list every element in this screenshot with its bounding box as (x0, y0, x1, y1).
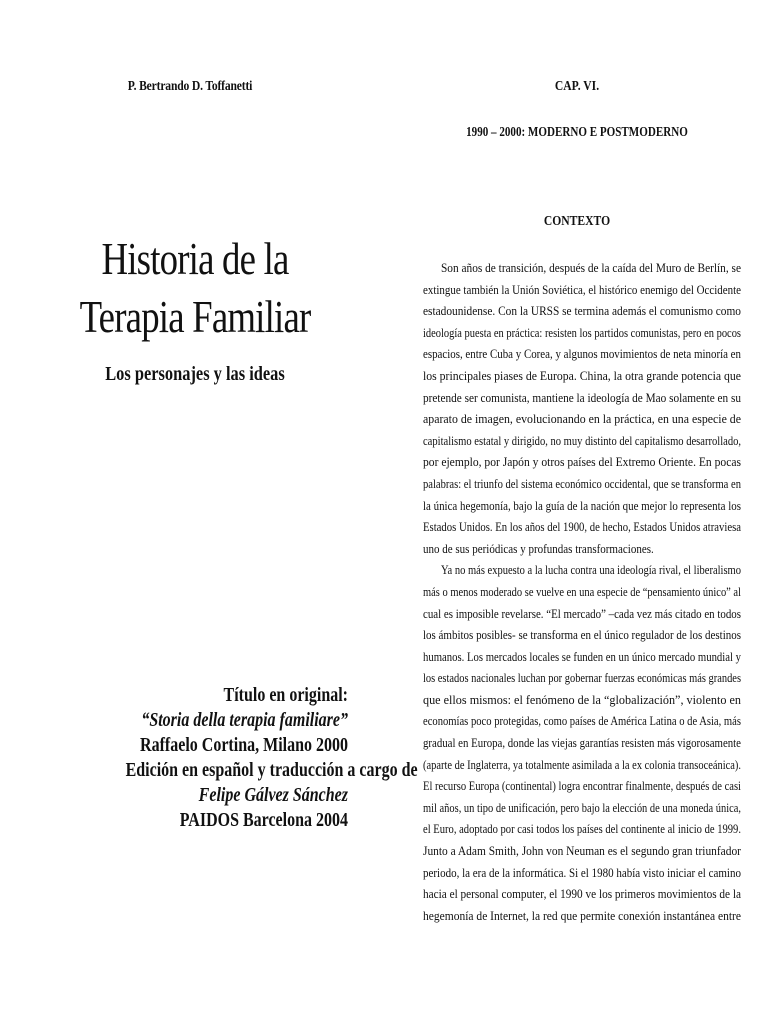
credit-line: Título en original: (223, 684, 348, 706)
body-line-text: Junto a Adam Smith, John von Neuman es el segundo gran triunfador (423, 844, 741, 859)
section-heading: CONTEXTO (543, 213, 611, 228)
body-line (423, 776, 741, 798)
body-line (423, 280, 741, 302)
body-line (423, 906, 741, 928)
body-line (423, 711, 741, 733)
body-line-text: aparato de imagen, evolucionando en la práctica, en una especie de (423, 412, 741, 427)
body-line (423, 301, 741, 323)
book-subtitle: Los personajes y las ideas (105, 363, 285, 385)
credit-line: “Storia della terapia familiare” (141, 709, 348, 731)
body-line-text: estadounidense. Con la URSS se termina además el comunismo como (423, 304, 741, 319)
body-line-text: más o menos moderado se vuelve en una especie de “pensamiento único” al (423, 584, 741, 599)
body-line (423, 690, 741, 712)
body-line (423, 668, 741, 690)
book-title (71, 230, 319, 346)
body-line (423, 798, 741, 820)
body-line-text: espacios, entre Cuba y Corea, y algunos movimientos de neta minoría en (423, 347, 741, 362)
credit-line: Raffaelo Cortina, Milano 2000 (140, 734, 348, 756)
body-line-text: el Euro, adoptado por casi todos los países del continente al inicio de 1999. (423, 822, 741, 837)
body-line-text: gradual en Europa, donde las viejas garantías resisten más vigorosamente (423, 736, 741, 751)
body-line (423, 344, 741, 366)
body-line-text: Ya no más expuesto a la lucha contra una ideología rival, el liberalismo (441, 563, 741, 578)
body-line-text: por ejemplo, por Japón y otros países del Extremo Oriente. En pocas (423, 455, 741, 470)
credit-line: PAIDOS Barcelona 2004 (179, 809, 348, 831)
body-line-text: palabras: el triunfo del sistema económico occidental, que se transforma en (423, 476, 741, 491)
body-line (423, 604, 741, 626)
body-line-text: pretende ser comunista, mantiene la ideología de Mao solamente en su (423, 390, 742, 405)
body-line-text: mil años, un tipo de unificación, pero bajo la elección de una moneda única, (423, 800, 742, 815)
body-line-text: los ámbitos posibles- se transforma en el único regulador de los destinos (423, 628, 742, 643)
body-line-text: hegemonía de Internet, la red que permite conexión instantánea entre (423, 908, 742, 923)
body-line (423, 625, 741, 647)
body-line-text: Son años de transición, después de la caída del Muro de Berlín, se (441, 261, 741, 275)
body-line-text: El recurso Europa (continental) logra encontrar finalmente, después de casi (423, 779, 741, 794)
credit-line: Felipe Gálvez Sánchez (198, 784, 348, 806)
body-line (423, 474, 741, 496)
body-text (423, 258, 741, 927)
body-line (423, 388, 741, 410)
body-line (423, 647, 741, 669)
body-line-text: los principales piases de Europa. China, la otra grande potencia que (423, 368, 741, 383)
body-line (423, 841, 741, 863)
body-line-text: los estados nacionales luchan por gobernar fuerzas económicas más grandes (423, 671, 742, 686)
body-line-text: periodo, la era de la informática. Si el 1980 había visto iniciar el camino (423, 865, 741, 880)
body-line (423, 409, 741, 431)
body-line (423, 517, 741, 539)
body-line (423, 560, 741, 582)
chapter-number: CAP. VI. (554, 78, 600, 93)
body-line (423, 733, 741, 755)
body-line (423, 452, 741, 474)
body-line-text: (aparte de Inglaterra, ya totalmente asimilada a la ex colonia transoceánica). (423, 757, 741, 772)
body-line (423, 755, 741, 777)
credits-block (125, 683, 418, 833)
body-line-text: capitalismo estatal y dirigido, no muy distinto del capitalismo desarrollado, (423, 433, 742, 448)
body-line (423, 884, 741, 906)
body-line-text: humanos. Los mercados locales se funden en un único mercado mundial y (423, 649, 742, 664)
body-line-text: ideología puesta en práctica: resisten los partidos comunistas, pero en pocos (423, 325, 742, 340)
body-line-text: hacia el personal computer, el 1990 ve los primeros movimientos de la (423, 887, 741, 902)
body-line (423, 539, 741, 561)
body-line-text: uno de sus periódicas y profundas transformaciones. (423, 541, 654, 556)
chapter-title: 1990 – 2000: MODERNO E POSTMODERNO (466, 124, 688, 139)
body-line (423, 863, 741, 885)
body-line-text: Estados Unidos. En los años del 1900, de hecho, Estados Unidos atraviesa (423, 520, 742, 535)
body-line-text: cual es imposible revelarse. “El mercado” –cada vez más citado en todos (423, 606, 741, 621)
body-line-text: extingue también la Unión Soviética, el histórico enemigo del Occidente (423, 282, 742, 297)
authors: P. Bertrando D. Toffanetti (127, 78, 253, 93)
body-line-text: que ellos mismos: el fenómeno de la “globalización”, violento en (423, 692, 742, 707)
book-title-line: Historia de la (101, 233, 289, 284)
body-line (423, 366, 741, 388)
body-line (423, 819, 741, 841)
body-line (423, 496, 741, 518)
book-title-line: Terapia Familiar (79, 291, 311, 342)
body-line (423, 431, 741, 453)
body-line (423, 258, 741, 280)
body-line (423, 582, 741, 604)
credit-line: Edición en español y traducción a cargo de (125, 759, 418, 781)
body-line-text: economías poco protegidas, como países de América Latina o de Asia, más (423, 714, 742, 729)
body-line-text: la única hegemonía, bajo la guía de la nación que mejor lo representa los (423, 498, 741, 513)
body-line (423, 323, 741, 345)
